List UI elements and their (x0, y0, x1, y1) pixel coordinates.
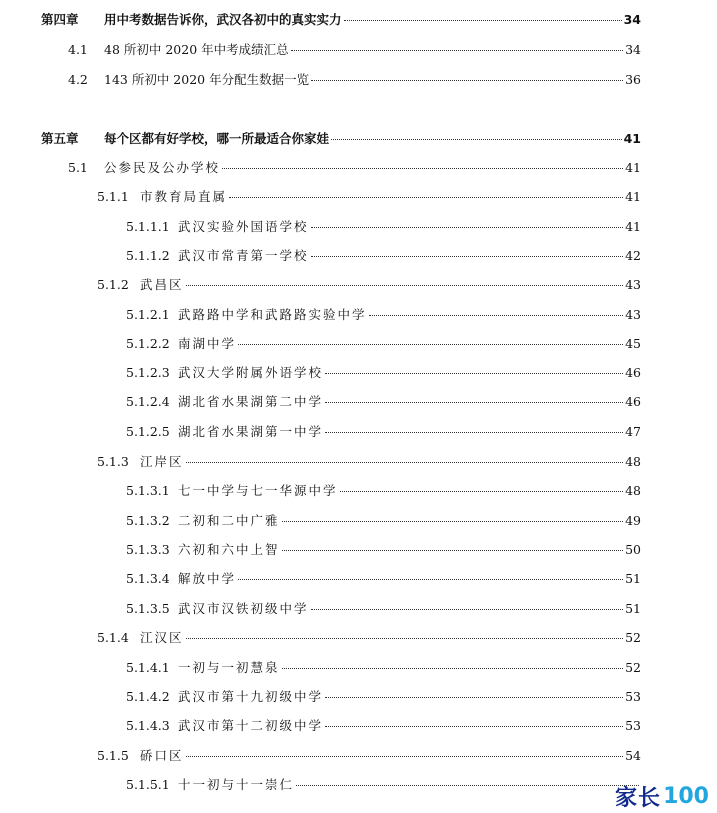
toc-page-number: 51 (625, 601, 641, 616)
toc-page-number: 43 (625, 307, 641, 322)
toc-page-number: 52 (625, 660, 641, 675)
toc-entry-row[interactable] (126, 598, 641, 620)
toc-page-number: 51 (625, 571, 641, 586)
toc-dot-leader (311, 227, 624, 228)
toc-number: 5.1.3 (97, 454, 129, 469)
toc-title: 二初和二中广雅 (178, 513, 280, 528)
toc-title: 每个区都有好学校，哪一所最适合你家娃 (104, 131, 330, 146)
toc-number: 5.1.4.2 (126, 689, 170, 704)
toc-dot-leader (222, 168, 623, 169)
toc-entry-row[interactable] (126, 568, 641, 590)
toc-title: 江岸区 (140, 454, 184, 469)
toc-chapter-row[interactable] (41, 128, 641, 150)
toc-entry-row[interactable] (126, 333, 641, 355)
toc-page-number: 42 (625, 248, 641, 263)
toc-entry-row[interactable] (68, 39, 641, 61)
toc-title: 江汉区 (140, 630, 184, 645)
toc-page-number: 53 (625, 718, 641, 733)
toc-entry-row[interactable] (126, 774, 641, 796)
toc-number: 第五章 (41, 131, 79, 146)
toc-page-number: 47 (625, 424, 641, 439)
toc-dot-leader (282, 521, 624, 522)
toc-title: 48 所初中 2020 年中考成绩汇总 (104, 42, 289, 57)
toc-number: 5.1.4.3 (126, 718, 170, 733)
toc-entry-row[interactable] (97, 186, 641, 208)
toc-dot-leader (229, 197, 623, 198)
toc-number: 5.1.2 (97, 277, 129, 292)
toc-title: 南湖中学 (178, 336, 237, 351)
toc-title: 武汉市汉铁初级中学 (178, 601, 309, 616)
toc-entry-row[interactable] (126, 539, 641, 561)
toc-number: 5.1.2.1 (126, 307, 170, 322)
toc-number: 4.2 (68, 72, 88, 87)
toc-page-number: 43 (625, 277, 641, 292)
toc-page-number: 52 (625, 630, 641, 645)
toc-number: 5.1.4.1 (126, 660, 170, 675)
toc-dot-leader (325, 373, 623, 374)
toc-number: 5.1.1.1 (126, 219, 170, 234)
toc-number: 5.1 (68, 160, 88, 175)
toc-title: 湖北省水果湖第二中学 (178, 394, 324, 409)
toc-title: 六初和六中上智 (178, 542, 280, 557)
toc-number: 5.1.3.5 (126, 601, 170, 616)
toc-page-number: 46 (625, 394, 641, 409)
toc-page-number: 41 (625, 219, 641, 234)
toc-dot-leader (186, 638, 624, 639)
toc-page-number: 54 (625, 748, 641, 763)
toc-number: 5.1.2.3 (126, 365, 170, 380)
toc-entry-row[interactable] (97, 274, 641, 296)
toc-dot-leader (325, 402, 623, 403)
toc-entry-row[interactable] (126, 245, 641, 267)
toc-dot-leader (325, 432, 623, 433)
toc-page-number: 45 (625, 336, 641, 351)
toc-entry-row[interactable] (126, 510, 641, 532)
toc-number: 5.1.5 (97, 748, 129, 763)
toc-entry-row[interactable] (97, 627, 641, 649)
toc-dot-leader (186, 462, 624, 463)
toc-entry-row[interactable] (126, 391, 641, 413)
toc-dot-leader (344, 20, 622, 21)
toc-dot-leader (325, 726, 623, 727)
toc-entry-row[interactable] (68, 157, 641, 179)
toc-page-number: 36 (625, 72, 641, 87)
toc-dot-leader (311, 256, 624, 257)
toc-chapter-row[interactable] (41, 9, 641, 31)
toc-dot-leader (186, 756, 624, 757)
toc-number: 5.1.3.3 (126, 542, 170, 557)
toc-number: 5.1.1.2 (126, 248, 170, 263)
toc-number: 5.1.3.2 (126, 513, 170, 528)
toc-number: 5.1.4 (97, 630, 129, 645)
toc-entry-row[interactable] (126, 480, 641, 502)
toc-title: 市教育局直属 (140, 189, 228, 204)
toc-number: 5.1.3.1 (126, 483, 170, 498)
toc-number: 5.1.1 (97, 189, 129, 204)
toc-title: 武路路中学和武路路实验中学 (178, 307, 367, 322)
toc-page-number: 48 (625, 483, 641, 498)
toc-title: 公参民及公办学校 (104, 160, 221, 175)
watermark-logo (615, 783, 709, 809)
toc-dot-leader (325, 697, 623, 698)
toc-dot-leader (238, 579, 623, 580)
toc-title: 武汉市常青第一学校 (178, 248, 309, 263)
toc-title: 硚口区 (140, 748, 184, 763)
toc-title: 十一初与十一崇仁 (178, 777, 295, 792)
toc-page-number: 34 (625, 42, 641, 57)
toc-title: 武汉市第十二初级中学 (178, 718, 324, 733)
toc-title: 武汉市第十九初级中学 (178, 689, 324, 704)
toc-entry-row[interactable] (126, 715, 641, 737)
toc-entry-row[interactable] (126, 686, 641, 708)
toc-page-number: 41 (623, 131, 641, 146)
toc-entry-row[interactable] (68, 69, 641, 91)
toc-dot-leader (238, 344, 623, 345)
toc-dot-leader (296, 785, 639, 786)
toc-title: 湖北省水果湖第一中学 (178, 424, 324, 439)
toc-dot-leader (311, 80, 623, 81)
toc-entry-row[interactable] (126, 304, 641, 326)
toc-page-number: 49 (625, 513, 641, 528)
toc-title: 七一中学与七一华源中学 (178, 483, 338, 498)
toc-page-number: 53 (625, 689, 641, 704)
toc-dot-leader (369, 315, 624, 316)
toc-title: 武昌区 (140, 277, 184, 292)
toc-title: 武汉大学附属外语学校 (178, 365, 324, 380)
toc-page-number: 48 (625, 454, 641, 469)
watermark-number: 100 (663, 783, 709, 809)
toc-entry-row[interactable] (126, 216, 641, 238)
toc-number: 4.1 (68, 42, 88, 57)
toc-dot-leader (311, 609, 624, 610)
toc-page-number: 41 (625, 160, 641, 175)
toc-page-number: 41 (625, 189, 641, 204)
toc-number: 5.1.2.4 (126, 394, 170, 409)
toc-title: 一初与一初慧泉 (178, 660, 280, 675)
watermark-text: 家长 (615, 785, 662, 811)
toc-number: 5.1.2.5 (126, 424, 170, 439)
toc-entry-row[interactable] (126, 362, 641, 384)
toc-dot-leader (291, 50, 623, 51)
toc-title: 武汉实验外国语学校 (178, 219, 309, 234)
toc-title: 用中考数据告诉你，武汉各初中的真实实力 (104, 12, 342, 27)
toc-entry-row[interactable] (126, 421, 641, 443)
toc-number: 第四章 (41, 12, 79, 27)
toc-entry-row[interactable] (126, 657, 641, 679)
toc-page-number: 34 (623, 12, 641, 27)
toc-dot-leader (282, 550, 624, 551)
toc-page-number: 50 (625, 542, 641, 557)
toc-page-number: 46 (625, 365, 641, 380)
toc-dot-leader (282, 668, 624, 669)
toc-number: 5.1.2.2 (126, 336, 170, 351)
toc-dot-leader (331, 139, 622, 140)
toc-dot-leader (340, 491, 624, 492)
toc-dot-leader (186, 285, 624, 286)
toc-number: 5.1.5.1 (126, 777, 170, 792)
toc-title: 解放中学 (178, 571, 237, 586)
toc-entry-row[interactable] (97, 451, 641, 473)
toc-number: 5.1.3.4 (126, 571, 170, 586)
toc-entry-row[interactable] (97, 745, 641, 767)
toc-title: 143 所初中 2020 年分配生数据一览 (104, 72, 310, 87)
